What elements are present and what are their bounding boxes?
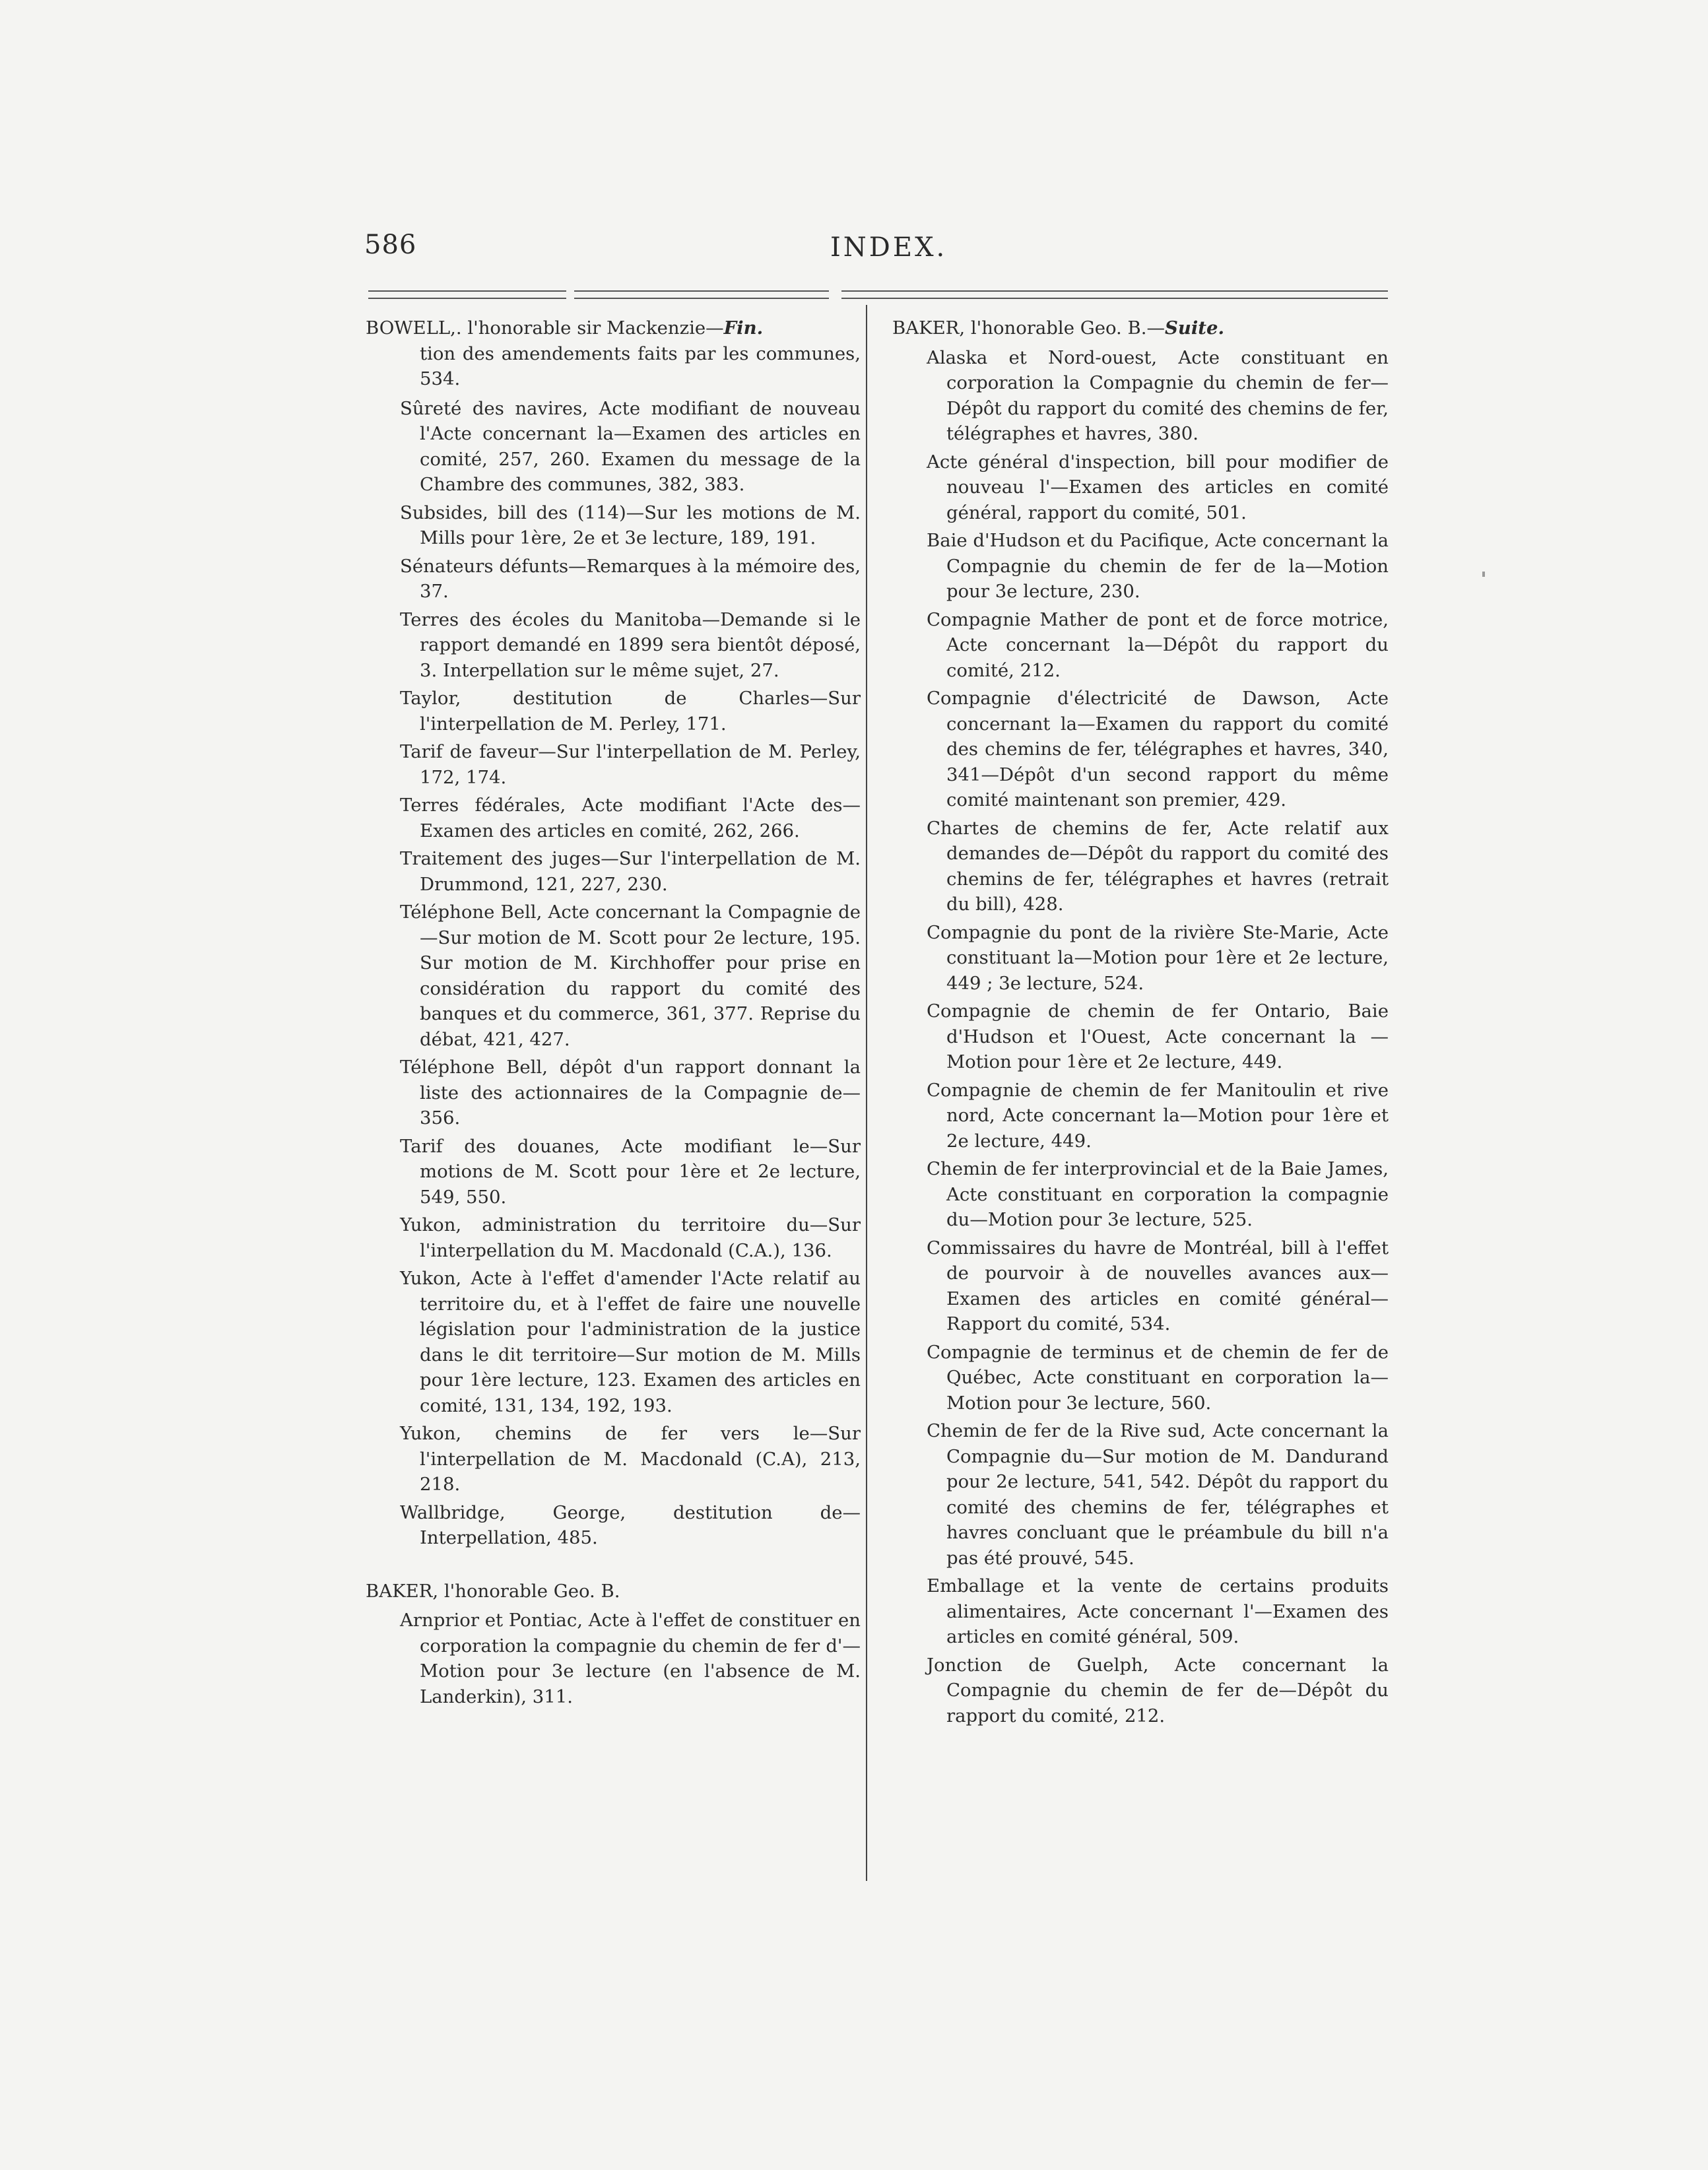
- page-title: INDEX.: [830, 232, 948, 263]
- index-entry: Terres fédérales, Acte modifiant l'Acte des—Examen des articles en comité, 262, 266.: [400, 795, 861, 841]
- index-entry: Arnprior et Pontiac, Acte à l'effet de constituer en corporation la compagnie du chemin de fer d'—Motion pour 3e lecture (en l'absence de M. Landerkin), 311.: [400, 1610, 861, 1707]
- index-entry: Compagnie de chemin de fer Manitoulin et rive nord, Acte concernant la—Motion pour 1ère et 2e lecture, 449.: [927, 1079, 1389, 1152]
- index-entry: Téléphone Bell, Acte concernant la Compagnie de—Sur motion de M. Scott pour 2e lecture, 195. Sur motion de M. Kirchhoffer pour prise en considération du rapport du comité des banques et du commerce, 361, 377. Reprise du débat, 421, 427.: [400, 902, 861, 1050]
- index-entry: Commissaires du havre de Montréal, bill à l'effet de pourvoir à de nouvelles avances aux—Examen des articles en comité général—Rapport du comité, 534.: [927, 1237, 1389, 1334]
- heading-name: BOWELL,. l'honorable sir Mackenzie—: [366, 317, 724, 339]
- index-entry: Chartes de chemins de fer, Acte relatif aux demandes de—Dépôt du rapport du comité des chemins de fer, télégraphes et havres (retrait du bill), 428.: [927, 817, 1389, 915]
- entry-list: [892, 345, 1389, 1729]
- index-entry: Taylor, destitution de Charles—Sur l'interpellation de M. Perley, 171.: [400, 688, 861, 735]
- index-entry: Terres des écoles du Manitoba—Demande si le rapport demandé en 1899 sera bientôt déposé, 3. Interpellation sur le même sujet, 27.: [400, 608, 861, 681]
- index-entry: Yukon, administration du territoire du—Sur l'interpellation du M. Macdonald (C.A.), 136.: [400, 1214, 861, 1261]
- page-number: 586: [364, 230, 417, 260]
- index-entry: Chemin de fer interprovincial et de la Baie James, Acte constituant en corporation la compagnie du—Motion pour 3e lecture, 525.: [927, 1158, 1389, 1230]
- left-column: [366, 315, 861, 1712]
- index-entry: Emballage et la vente de certains produits alimentaires, Acte concernant l'—Examen des articles en comité général, 509.: [927, 1575, 1389, 1647]
- entry-continuation: tion des amendements faits par les communes, 534.: [420, 343, 861, 389]
- index-entry: Compagnie de terminus et de chemin de fer de Québec, Acte constituant en corporation la—Motion pour 3e lecture, 560.: [927, 1341, 1389, 1414]
- index-entry: Acte général d'inspection, bill pour modifier de nouveau l'—Examen des articles en comité général, rapport du comité, 501.: [927, 451, 1389, 523]
- column-divider: [866, 305, 867, 1881]
- index-entry: Subsides, bill des (114)—Sur les motions de M. Mills pour 1ère, 2e et 3e lecture, 189, 191.: [400, 502, 861, 548]
- index-entry: Téléphone Bell, dépôt d'un rapport donnant la liste des actionnaires de la Compagnie de—356.: [400, 1057, 861, 1129]
- index-heading-baker-suite: [892, 315, 1389, 341]
- heading-suffix: Suite.: [1164, 317, 1225, 339]
- index-entry: Sûreté des navires, Acte modifiant de nouveau l'Acte concernant la—Examen des articles en comité, 257, 260. Examen du message de la Chambre des communes, 382, 383.: [400, 397, 861, 495]
- index-entry: Baie d'Hudson et du Pacifique, Acte concernant la Compagnie du chemin de fer de la—Motion pour 3e lecture, 230.: [927, 530, 1389, 602]
- index-entry: Compagnie Mather de pont et de force motrice, Acte concernant la—Dépôt du rapport du comité, 212.: [927, 608, 1389, 681]
- index-entry: Wallbridge, George, destitution de—Interpellation, 485.: [400, 1501, 861, 1548]
- index-entry: Yukon, Acte à l'effet d'amender l'Acte relatif au territoire du, et à l'effet de faire une nouvelle législation pour l'administration de la justice dans le dit territoire—Sur motion de M. Mills pour 1ère lecture, 123. Examen des articles en comité, 131, 134, 192, 193.: [400, 1268, 861, 1416]
- index-entry: Jonction de Guelph, Acte concernant la Compagnie du chemin de fer de—Dépôt du rapport du comité, 212.: [927, 1654, 1389, 1726]
- heading-name: BAKER, l'honorable Geo. B.—: [892, 317, 1165, 339]
- header-rule-right: [841, 290, 1388, 299]
- scan-speck: [1482, 572, 1485, 577]
- index-entry: Alaska et Nord-ouest, Acte constituant en corporation la Compagnie du chemin de fer—Dépôt du rapport du comité des chemins de fer, télégraphes et havres, 380.: [927, 346, 1389, 444]
- index-heading-baker: BAKER, l'honorable Geo. B.: [366, 1580, 620, 1602]
- index-entry: Tarif de faveur—Sur l'interpellation de M. Perley, 172, 174.: [400, 741, 861, 788]
- index-entry: Compagnie d'électricité de Dawson, Acte concernant la—Examen du rapport du comité des chemins de fer, télégraphes et havres, 340, 341—Dépôt d'un second rapport du même comité maintenant son premier, 429.: [927, 688, 1389, 810]
- entry-list: [366, 1608, 861, 1709]
- index-entry: Compagnie du pont de la rivière Ste-Marie, Acte constituant la—Motion pour 1ère et 2e lecture, 449 ; 3e lecture, 524.: [927, 921, 1389, 994]
- heading-suffix: Fin.: [723, 317, 764, 339]
- index-entry: Compagnie de chemin de fer Ontario, Baie d'Hudson et l'Ouest, Acte concernant la —Motion pour 1ère et 2e lecture, 449.: [927, 1001, 1389, 1072]
- index-entry: Yukon, chemins de fer vers le—Sur l'interpellation de M. Macdonald (C.A), 213, 218.: [400, 1423, 861, 1495]
- header-rule-middle: [574, 290, 829, 299]
- index-entry: Chemin de fer de la Rive sud, Acte concernant la Compagnie du—Sur motion de M. Dandurand pour 2e lecture, 541, 542. Dépôt du rapport du comité des chemins de fer, télégraphes et havres concluant que le préambule du bill n'a pas été prouvé, 545.: [927, 1420, 1389, 1569]
- header-rule-left: [368, 290, 566, 299]
- index-entry: Tarif des douanes, Acte modifiant le—Sur motions de M. Scott pour 1ère et 2e lecture, 549, 550.: [400, 1135, 861, 1208]
- entry-list: [366, 396, 861, 1551]
- index-entry: Sénateurs défunts—Remarques à la mémoire des, 37.: [400, 555, 861, 602]
- section-gap: [366, 1554, 861, 1579]
- index-entry: Traitement des juges—Sur l'interpellation de M. Drummond, 121, 227, 230.: [400, 848, 861, 895]
- right-column: [892, 315, 1389, 1731]
- index-heading-bowell: [366, 315, 861, 341]
